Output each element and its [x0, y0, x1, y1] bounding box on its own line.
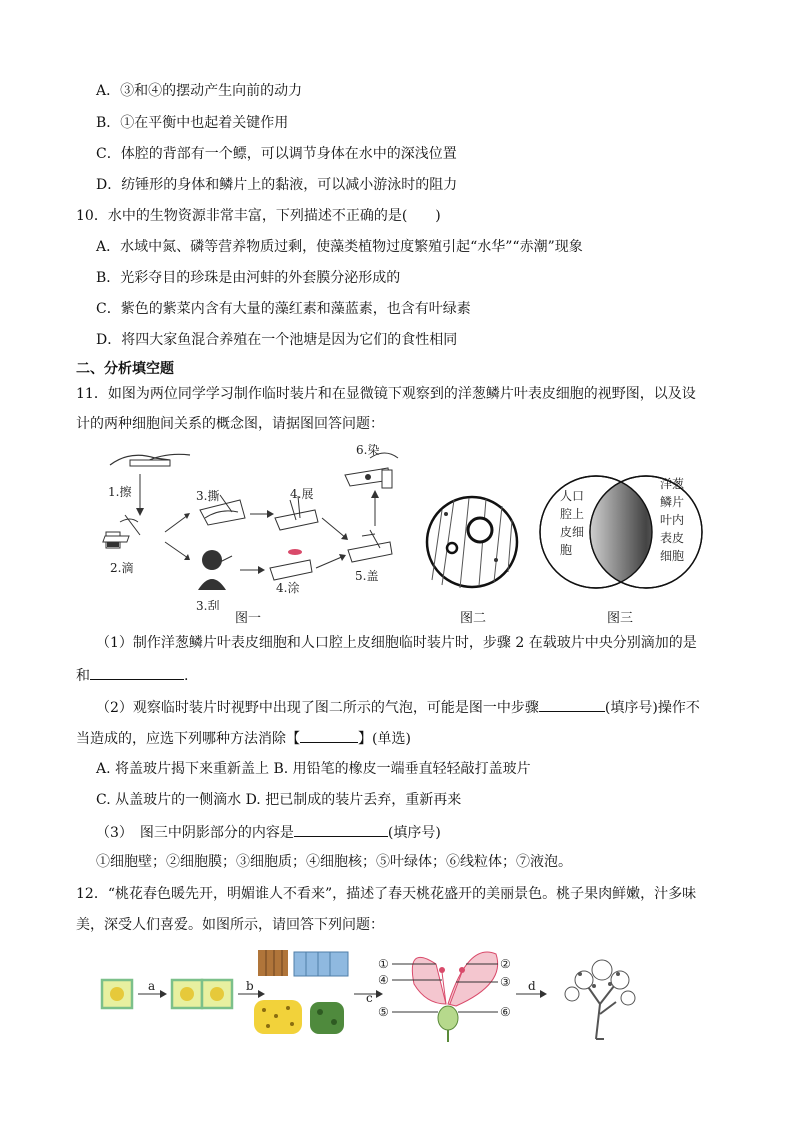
q10-stem: 10．水中的生物资源非常丰富，下列描述不正确的是( )	[76, 208, 441, 224]
arrow-label-d: d	[528, 979, 536, 993]
q12-stem-line2: 美，深受人们喜爱。如图所示，请回答下列问题：	[76, 917, 384, 933]
venn-right-line4: 表皮	[660, 531, 685, 545]
q9-option-b: B．①在平衡中也起着关键作用	[96, 115, 289, 131]
q11-sub2-text-c: 当造成的，应选下列哪种方法消除【	[76, 731, 300, 747]
venn-right-line2: 鳞片	[660, 495, 685, 509]
flower-structure-illustration	[412, 952, 497, 1042]
step-wipe-illustration	[110, 454, 190, 466]
q11-sub2-line1	[96, 697, 700, 717]
label-step-scrape: 3.刮	[196, 599, 220, 610]
venn-right-line3: 叶内	[660, 513, 685, 527]
q11-sub2-text-d: 】(单选)	[358, 731, 411, 747]
flower-label-1: ①	[378, 957, 389, 971]
tissue-protective-illustration	[294, 952, 348, 976]
step-smear-illustration	[270, 549, 312, 580]
tree-illustration	[565, 960, 635, 1039]
q11-choices: ①细胞壁；②细胞膜；③细胞质；④细胞核；⑤叶绿体；⑥线粒体；⑦液泡。	[96, 854, 572, 870]
q11-sub2-text-b: (填序号)操作不	[604, 700, 700, 716]
figure-q12-development	[96, 944, 696, 1044]
label-step-wipe: 1.擦	[108, 485, 132, 499]
label-step-spread: 4.展	[290, 487, 314, 501]
figure-two-microscope-view	[424, 490, 524, 600]
arrow-label-c: c	[366, 991, 373, 1005]
q10-option-a: A．水域中氮、磷等营养物质过剩，使藻类植物过度繁殖引起“水华”“赤潮”现象	[96, 239, 583, 255]
q11-sub1-and: 和	[76, 668, 90, 684]
arrow-label-a: a	[148, 979, 156, 993]
q11-stem-line2: 计的两种细胞间关系的概念图，请据图回答问题：	[76, 416, 384, 432]
q10-option-d: D．将四大家鱼混合养殖在一个池塘是因为它们的食性相同	[96, 332, 458, 348]
figure-three-venn	[536, 470, 706, 600]
caption-figure-one: 图一	[235, 611, 262, 626]
label-step-smear: 4.涂	[276, 581, 300, 595]
q11-sub1-line1: （1）制作洋葱鳞片叶表皮细胞和人口腔上皮细胞临时装片时，步骤 2 在载玻片中央分别滴加的是	[96, 635, 697, 651]
q11-stem-line1: 11．如图为两位同学学习制作临时装片和在显微镜下观察到的洋葱鳞片叶表皮细胞的视野图，以及设	[76, 386, 696, 402]
q11-options-cd: C. 从盖玻片的一侧滴水 D. 把已制成的装片丢弃，重新再来	[96, 792, 462, 808]
q11-options-ab: A. 将盖玻片揭下来重新盖上 B. 用铅笔的橡皮一端垂直轻轻敲打盖玻片	[96, 761, 531, 777]
caption-figure-two: 图二	[460, 611, 487, 626]
answer-blank-2[interactable]	[539, 697, 605, 712]
step-scrape-illustration	[198, 550, 232, 590]
step-stain-illustration	[345, 453, 398, 488]
q11-sub3-text-a: （3） 图三中阴影部分的内容是	[96, 825, 294, 841]
answer-blank-1[interactable]	[90, 665, 184, 680]
flower-label-6: ⑥	[500, 1005, 511, 1019]
label-step-cover: 5.盖	[355, 569, 379, 583]
q9-option-d: D．纺锤形的身体和鳞片上的黏液，可以减小游泳时的阻力	[96, 177, 458, 193]
answer-blank-4[interactable]	[294, 822, 388, 837]
q11-sub2-line2	[76, 728, 411, 748]
venn-left-line3: 皮细	[560, 525, 585, 539]
caption-figure-three: 图三	[607, 611, 634, 626]
label-step-tear: 3.撕	[196, 489, 220, 503]
section-title: 二、分析填空题	[76, 361, 174, 377]
figure-one-procedure	[100, 440, 415, 610]
q11-sub3-text-b: (填序号)	[387, 825, 441, 841]
flower-label-2: ②	[500, 957, 511, 971]
label-step-drop: 2.滴	[110, 561, 134, 575]
answer-blank-3[interactable]	[300, 728, 358, 743]
q12-stem-line1: 12．“桃花春色暖先开，明媚谁人不看来”，描述了春天桃花盛开的美丽景色。桃子果肉鲜嫩，汁多味	[76, 886, 697, 902]
q10-option-b: B．光彩夺目的珍珠是由河蚌的外套膜分泌形成的	[96, 270, 401, 286]
tissue-meristem-illustration	[310, 1002, 344, 1034]
q11-sub1-line2	[76, 665, 188, 685]
venn-left-line2: 腔上	[560, 507, 585, 521]
venn-right-line1: 洋葱	[660, 477, 685, 491]
q9-option-c: C．体腔的背部有一个鳔，可以调节身体在水中的深浅位置	[96, 146, 457, 162]
step-drop-illustration	[103, 515, 140, 548]
tissue-parenchyma-illustration	[254, 1000, 302, 1034]
q11-sub1-period: .	[184, 668, 189, 684]
q9-option-a: A．③和④的摆动产生向前的动力	[96, 83, 303, 99]
q11-sub3-line	[96, 822, 441, 842]
step-spread-illustration	[275, 496, 318, 530]
single-cell-illustration	[102, 980, 132, 1008]
flower-label-3: ③	[500, 975, 511, 989]
two-cells-illustration	[172, 980, 232, 1008]
arrow-label-b: b	[246, 979, 254, 993]
venn-left-line1: 人口	[560, 489, 585, 503]
flower-label-5: ⑤	[378, 1005, 389, 1019]
tissue-conducting-illustration	[258, 950, 288, 976]
q11-sub2-text-a: （2）观察临时装片时视野中出现了图二所示的气泡，可能是图一中步骤	[96, 700, 539, 716]
label-step-stain: 6.染	[356, 443, 380, 457]
flower-label-4: ④	[378, 973, 389, 987]
q10-option-c: C．紫色的紫菜内含有大量的藻红素和藻蓝素，也含有叶绿素	[96, 301, 471, 317]
step-cover-illustration	[348, 530, 392, 562]
venn-left-line4: 胞	[560, 543, 573, 557]
venn-right-line5: 细胞	[660, 549, 685, 563]
